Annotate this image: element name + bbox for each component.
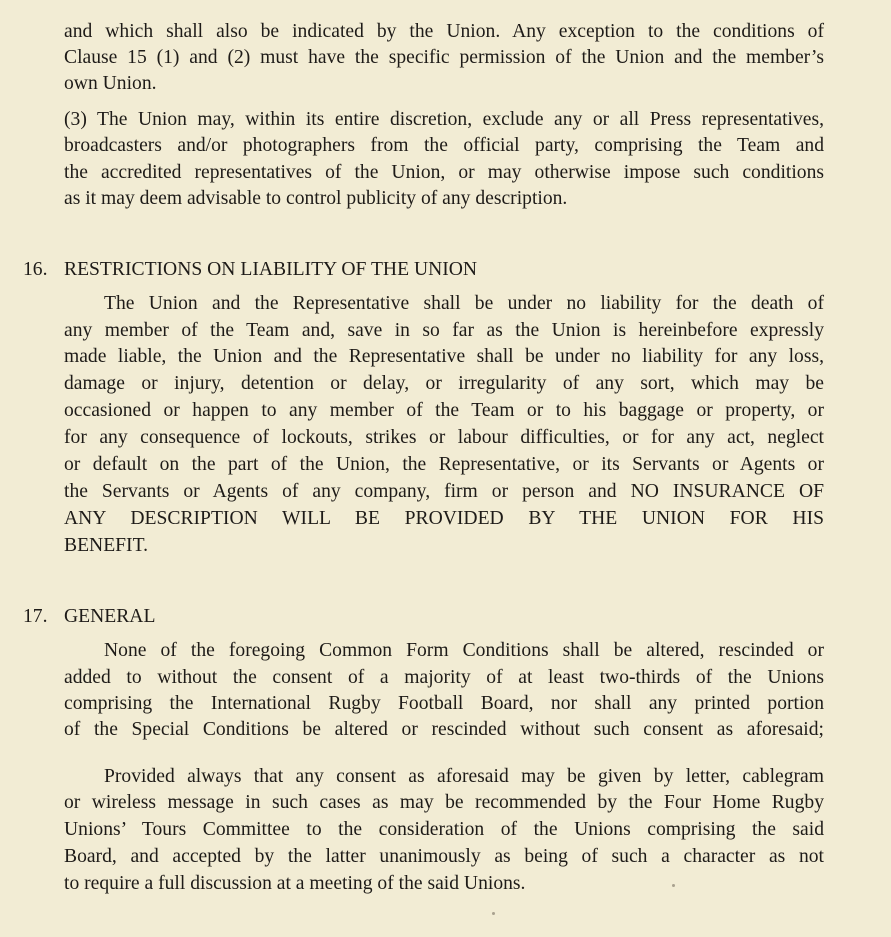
text-line: None of the foregoing Common Form Conditions shall be altered, rescinded or bbox=[104, 640, 824, 661]
text-line: Provided always that any consent as aforesaid may be given by letter, cablegram bbox=[104, 766, 824, 787]
text-line: the accredited representatives of the Union, or may otherwise impose such conditions bbox=[64, 162, 824, 183]
text-line: own Union. bbox=[64, 73, 157, 94]
paper-speck bbox=[672, 884, 675, 887]
text-line: The Union and the Representative shall be under no liability for the death of bbox=[104, 293, 824, 314]
text-line: or default on the part of the Union, the Representative, or its Servants or Agents or bbox=[64, 454, 824, 475]
text-line: comprising the International Rugby Football Board, nor shall any printed portion bbox=[64, 693, 824, 714]
text-line: for any consequence of lockouts, strikes or labour difficulties, or for any act, neglect bbox=[64, 427, 824, 448]
section-title: RESTRICTIONS ON LIABILITY OF THE UNION bbox=[64, 259, 478, 280]
text-line: Board, and accepted by the latter unanimously as being of such a character as not bbox=[64, 846, 824, 867]
text-line: Unions’ Tours Committee to the consideration of the Unions comprising the said bbox=[64, 819, 824, 840]
text-line: added to without the consent of a majority of at least two-thirds of the Unions bbox=[64, 667, 824, 688]
text-line: Clause 15 (1) and (2) must have the specific permission of the Union and the member’s bbox=[64, 47, 824, 68]
text-line: or wireless message in such cases as may be recommended by the Four Home Rugby bbox=[64, 792, 824, 813]
text-line: broadcasters and/or photographers from the official party, comprising the Team and bbox=[64, 135, 824, 156]
text-line: (3) The Union may, within its entire discretion, exclude any or all Press representatives, bbox=[64, 109, 824, 130]
text-line: as it may deem advisable to control publicity of any description. bbox=[64, 188, 568, 209]
section-number: 16. bbox=[23, 259, 48, 280]
section-title: GENERAL bbox=[64, 606, 156, 627]
section-heading bbox=[23, 257, 477, 283]
section-number: 17. bbox=[23, 606, 48, 627]
text-line: to require a full discussion at a meeting of the said Unions. bbox=[64, 873, 526, 894]
section-heading bbox=[23, 604, 155, 630]
paper-speck bbox=[492, 912, 495, 915]
text-line: ANY DESCRIPTION WILL BE PROVIDED BY THE UNION FOR HIS bbox=[64, 508, 824, 529]
text-line: damage or injury, detention or delay, or irregularity of any sort, which may be bbox=[64, 373, 824, 394]
text-line: made liable, the Union and the Representative shall be under no liability for any loss, bbox=[64, 346, 824, 367]
text-line: BENEFIT. bbox=[64, 535, 148, 556]
text-line: of the Special Conditions be altered or rescinded without such consent as aforesaid; bbox=[64, 719, 824, 740]
text-line: the Servants or Agents of any company, firm or person and NO INSURANCE OF bbox=[64, 481, 824, 502]
text-line: and which shall also be indicated by the Union. Any exception to the conditions of bbox=[64, 21, 824, 42]
text-line: any member of the Team and, save in so far as the Union is hereinbefore expressly bbox=[64, 320, 824, 341]
text-line: occasioned or happen to any member of the Team or to his baggage or property, or bbox=[64, 400, 824, 421]
